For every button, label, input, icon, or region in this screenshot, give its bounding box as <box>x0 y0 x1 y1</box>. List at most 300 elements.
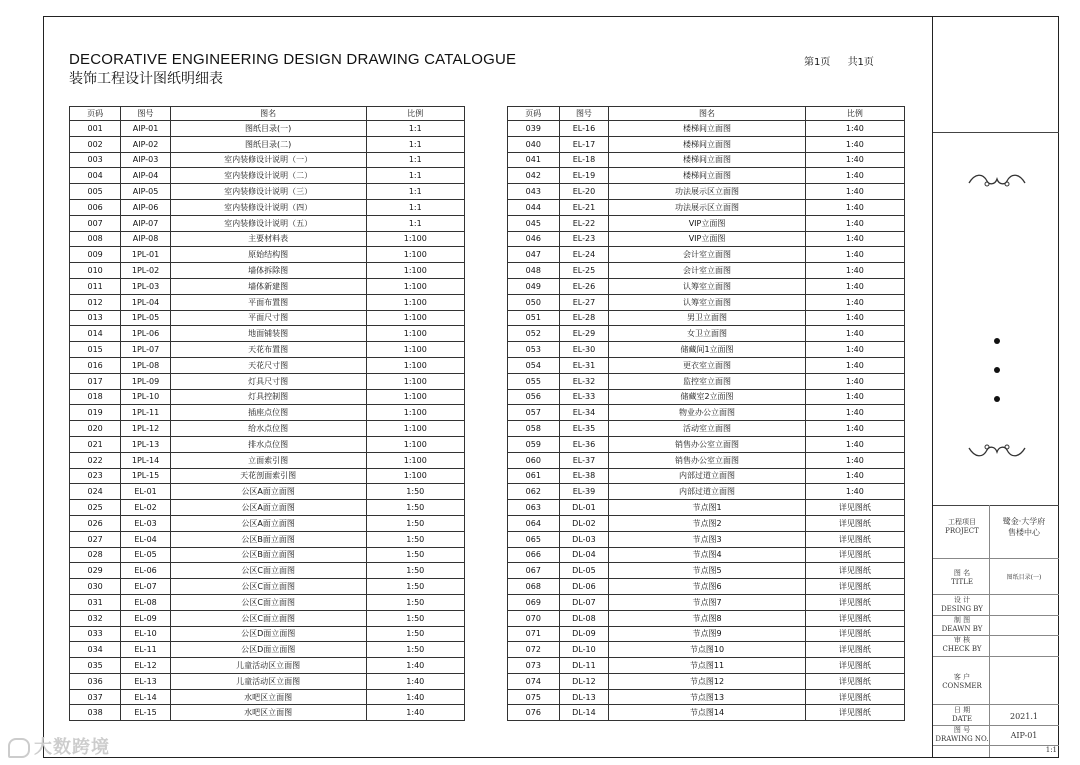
table-row <box>508 563 905 579</box>
cell-drawing-no: EL-02 <box>121 500 171 516</box>
cell-drawing-no: 1PL-07 <box>121 342 171 358</box>
cell-page: 043 <box>508 184 560 200</box>
cell-drawing-name: 男卫立面图 <box>609 310 805 326</box>
cell-drawing-no: 1PL-14 <box>121 452 171 468</box>
table-row <box>508 152 905 168</box>
cell-drawing-no: EL-35 <box>559 421 609 437</box>
cell-page: 071 <box>508 626 560 642</box>
cell-scale: 1:40 <box>805 436 904 452</box>
table-row <box>508 626 905 642</box>
cell-page: 056 <box>508 389 560 405</box>
cell-drawing-no: EL-10 <box>121 626 171 642</box>
cell-drawing-no: 1PL-10 <box>121 389 171 405</box>
col-header-page: 页码 <box>70 107 121 121</box>
cell-page: 019 <box>70 405 121 421</box>
watermark-text: 大数跨境 <box>34 737 110 758</box>
cell-page: 020 <box>70 421 121 437</box>
cell-page: 002 <box>70 136 121 152</box>
cell-scale: 详见图纸 <box>805 500 904 516</box>
cell-drawing-no: DL-12 <box>559 673 609 689</box>
cell-drawing-name: 地面铺装图 <box>170 326 366 342</box>
table-row <box>70 342 465 358</box>
cell-drawing-no: EL-24 <box>559 247 609 263</box>
cell-drawing-no: 1PL-09 <box>121 373 171 389</box>
cell-page: 035 <box>70 658 121 674</box>
dot-icon <box>994 367 1000 373</box>
table-row <box>70 294 465 310</box>
cell-drawing-no: 1PL-13 <box>121 436 171 452</box>
cell-page: 001 <box>70 121 121 137</box>
table-row <box>508 342 905 358</box>
cell-scale: 详见图纸 <box>805 579 904 595</box>
cell-page: 058 <box>508 421 560 437</box>
col-header-drawing-no: 图号 <box>121 107 171 121</box>
cell-drawing-no: 1PL-12 <box>121 421 171 437</box>
cell-scale: 1:40 <box>366 689 464 705</box>
table-row <box>70 278 465 294</box>
cell-scale: 1:40 <box>805 357 904 373</box>
check-by-label: 审 核 CHECK BY <box>942 636 982 653</box>
cell-drawing-no: EL-26 <box>559 278 609 294</box>
cell-scale: 详见图纸 <box>805 626 904 642</box>
table-row <box>508 468 905 484</box>
cell-scale: 详见图纸 <box>805 515 904 531</box>
cell-scale: 1:50 <box>366 500 464 516</box>
cell-drawing-name: 节点图2 <box>609 515 805 531</box>
cell-drawing-no: AIP-04 <box>121 168 171 184</box>
cell-scale: 1:1 <box>366 136 464 152</box>
cell-scale: 1:100 <box>366 357 464 373</box>
table-row <box>70 121 465 137</box>
cell-page: 010 <box>70 263 121 279</box>
cell-scale: 1:1 <box>366 215 464 231</box>
divider <box>989 505 990 757</box>
cell-drawing-no: EL-29 <box>559 326 609 342</box>
cell-scale: 1:1 <box>366 168 464 184</box>
cell-scale: 1:100 <box>366 468 464 484</box>
cell-page: 067 <box>508 563 560 579</box>
dot-icon <box>994 396 1000 402</box>
divider <box>933 656 1059 657</box>
table-row <box>70 184 465 200</box>
table-row <box>508 594 905 610</box>
cell-drawing-no: EL-16 <box>559 121 609 137</box>
cell-drawing-no: EL-19 <box>559 168 609 184</box>
cell-drawing-name: 节点图11 <box>609 658 805 674</box>
table-row <box>70 658 465 674</box>
cell-drawing-name: 销售办公室立面图 <box>609 436 805 452</box>
cell-drawing-no: EL-17 <box>559 136 609 152</box>
cell-page: 038 <box>70 705 121 721</box>
cell-drawing-name: 天花尺寸图 <box>170 357 366 373</box>
divider <box>933 704 1059 705</box>
cell-drawing-name: 公区C面立面图 <box>170 563 366 579</box>
cell-scale: 1:100 <box>366 247 464 263</box>
cell-drawing-no: EL-11 <box>121 642 171 658</box>
cell-page: 050 <box>508 294 560 310</box>
cell-page: 042 <box>508 168 560 184</box>
cell-drawing-name: 插座点位图 <box>170 405 366 421</box>
cell-drawing-name: 节点图9 <box>609 626 805 642</box>
cell-page: 074 <box>508 673 560 689</box>
cell-drawing-no: EL-14 <box>121 689 171 705</box>
catalogue-table-left <box>69 106 465 721</box>
cell-scale: 1:50 <box>366 594 464 610</box>
table-row <box>508 215 905 231</box>
cell-drawing-no: 1PL-11 <box>121 405 171 421</box>
cell-drawing-no: AIP-01 <box>121 121 171 137</box>
cell-drawing-no: 1PL-03 <box>121 278 171 294</box>
table-row <box>508 531 905 547</box>
cell-drawing-name: 女卫立面图 <box>609 326 805 342</box>
cell-page: 026 <box>70 515 121 531</box>
cell-scale: 详见图纸 <box>805 531 904 547</box>
table-row <box>508 515 905 531</box>
cell-drawing-name: 室内装修设计说明（四） <box>170 199 366 215</box>
table-row <box>508 310 905 326</box>
cell-page: 014 <box>70 326 121 342</box>
col-header-drawing-name: 图名 <box>170 107 366 121</box>
cell-drawing-name: 储藏室2立面图 <box>609 389 805 405</box>
table-row <box>70 263 465 279</box>
cell-drawing-no: DL-14 <box>559 705 609 721</box>
table-row <box>70 215 465 231</box>
cell-drawing-name: 节点图3 <box>609 531 805 547</box>
table-row <box>508 199 905 215</box>
cell-drawing-no: AIP-03 <box>121 152 171 168</box>
table-row <box>70 484 465 500</box>
cell-drawing-name: 公区C面立面图 <box>170 610 366 626</box>
cell-scale: 1:100 <box>366 405 464 421</box>
cell-drawing-no: EL-09 <box>121 610 171 626</box>
table-row <box>70 421 465 437</box>
cell-drawing-name: 内部过道立面图 <box>609 484 805 500</box>
cell-scale: 1:40 <box>805 468 904 484</box>
cell-drawing-name: 公区D面立面图 <box>170 642 366 658</box>
cell-drawing-name: 公区B面立面图 <box>170 531 366 547</box>
table-row <box>508 247 905 263</box>
cell-page: 006 <box>70 199 121 215</box>
cell-drawing-name: 室内装修设计说明（三） <box>170 184 366 200</box>
table-row <box>508 136 905 152</box>
table-row <box>70 452 465 468</box>
cell-page: 059 <box>508 436 560 452</box>
cell-drawing-name: 楼梯间立面图 <box>609 136 805 152</box>
cell-scale: 1:40 <box>805 389 904 405</box>
cell-page: 030 <box>70 579 121 595</box>
cell-page: 041 <box>508 152 560 168</box>
cell-drawing-name: 节点图1 <box>609 500 805 516</box>
table-row <box>70 436 465 452</box>
cell-drawing-name: 功法展示区立面图 <box>609 184 805 200</box>
cell-drawing-no: 1PL-06 <box>121 326 171 342</box>
cell-drawing-no: DL-06 <box>559 579 609 595</box>
table-row <box>70 547 465 563</box>
cell-drawing-no: EL-12 <box>121 658 171 674</box>
divider <box>933 558 1059 559</box>
cell-page: 061 <box>508 468 560 484</box>
cell-scale: 1:40 <box>805 136 904 152</box>
table-row <box>70 357 465 373</box>
table-body-left <box>70 121 465 721</box>
cell-drawing-name: 室内装修设计说明（二） <box>170 168 366 184</box>
cell-scale: 1:50 <box>366 484 464 500</box>
cell-drawing-no: AIP-07 <box>121 215 171 231</box>
cell-page: 023 <box>70 468 121 484</box>
table-row <box>508 357 905 373</box>
cell-scale: 1:100 <box>366 421 464 437</box>
cell-scale: 1:100 <box>366 373 464 389</box>
col-header-scale: 比例 <box>805 107 904 121</box>
cell-drawing-no: EL-32 <box>559 373 609 389</box>
cell-scale: 详见图纸 <box>805 610 904 626</box>
cell-drawing-name: 公区B面立面图 <box>170 547 366 563</box>
cell-page: 036 <box>70 673 121 689</box>
cell-drawing-name: 节点图5 <box>609 563 805 579</box>
cell-drawing-name: VIP立面图 <box>609 215 805 231</box>
cell-scale: 1:50 <box>366 563 464 579</box>
chat-bubble-icon <box>8 738 30 758</box>
cell-page: 073 <box>508 658 560 674</box>
cell-drawing-no: EL-37 <box>559 452 609 468</box>
table-row <box>508 484 905 500</box>
table-row <box>70 626 465 642</box>
cell-drawing-name: 平面尺寸图 <box>170 310 366 326</box>
cell-drawing-name: 室内装修设计说明（五） <box>170 215 366 231</box>
col-header-scale: 比例 <box>366 107 464 121</box>
cell-scale: 1:50 <box>366 515 464 531</box>
cell-scale: 详见图纸 <box>805 689 904 705</box>
cell-drawing-name: 室内装修设计说明（一） <box>170 152 366 168</box>
cell-page: 031 <box>70 594 121 610</box>
dot-icon <box>994 338 1000 344</box>
cell-scale: 详见图纸 <box>805 658 904 674</box>
table-row <box>508 231 905 247</box>
table-row <box>70 389 465 405</box>
cell-page: 046 <box>508 231 560 247</box>
cell-page: 063 <box>508 500 560 516</box>
cell-scale: 1:40 <box>805 152 904 168</box>
cell-page: 017 <box>70 373 121 389</box>
cell-scale: 详见图纸 <box>805 705 904 721</box>
cell-page: 024 <box>70 484 121 500</box>
project-label: 工程项目 PROJECT <box>945 518 979 535</box>
table-row <box>70 563 465 579</box>
table-row <box>508 705 905 721</box>
cell-drawing-name: 节点图4 <box>609 547 805 563</box>
cell-page: 051 <box>508 310 560 326</box>
cell-drawing-name: 给水点位图 <box>170 421 366 437</box>
cell-page: 015 <box>70 342 121 358</box>
cell-drawing-name: 立面索引图 <box>170 452 366 468</box>
cell-scale: 1:100 <box>366 452 464 468</box>
cell-drawing-name: 认筹室立面图 <box>609 294 805 310</box>
cell-drawing-no: AIP-08 <box>121 231 171 247</box>
cell-scale: 1:50 <box>366 626 464 642</box>
cell-drawing-name: 节点图12 <box>609 673 805 689</box>
cell-page: 021 <box>70 436 121 452</box>
table-row <box>70 642 465 658</box>
cell-page: 066 <box>508 547 560 563</box>
cell-drawing-name: 活动室立面图 <box>609 421 805 437</box>
cell-drawing-name: 节点图6 <box>609 579 805 595</box>
table-row <box>508 689 905 705</box>
cell-scale: 1:1 <box>366 121 464 137</box>
cell-drawing-name: 节点图10 <box>609 642 805 658</box>
drawn-by-label: 制 图 DEAWN BY <box>941 616 983 633</box>
cell-scale: 1:100 <box>366 310 464 326</box>
cell-drawing-name: 功法展示区立面图 <box>609 199 805 215</box>
table-row <box>70 136 465 152</box>
cell-drawing-no: EL-01 <box>121 484 171 500</box>
table-row <box>70 515 465 531</box>
cell-drawing-no: AIP-02 <box>121 136 171 152</box>
cell-drawing-no: EL-31 <box>559 357 609 373</box>
cell-page: 016 <box>70 357 121 373</box>
table-row <box>70 705 465 721</box>
cell-drawing-name: 水吧区立面图 <box>170 705 366 721</box>
cell-drawing-name: 灯具控制图 <box>170 389 366 405</box>
cell-drawing-name: 节点图14 <box>609 705 805 721</box>
page-current: 第1页 <box>804 57 831 68</box>
cell-drawing-name: 监控室立面图 <box>609 373 805 389</box>
cell-page: 049 <box>508 278 560 294</box>
cell-drawing-name: 会计室立面图 <box>609 263 805 279</box>
cell-page: 068 <box>508 579 560 595</box>
table-row <box>508 658 905 674</box>
cell-drawing-no: EL-34 <box>559 405 609 421</box>
cell-scale: 1:100 <box>366 231 464 247</box>
drawing-no-label: 图 号 DRAWING NO. <box>935 726 989 743</box>
cell-drawing-name: 楼梯间立面图 <box>609 121 805 137</box>
table-row <box>508 326 905 342</box>
cell-scale: 1:40 <box>805 421 904 437</box>
cell-scale: 1:40 <box>805 484 904 500</box>
table-row <box>70 689 465 705</box>
cell-page: 054 <box>508 357 560 373</box>
table-row <box>70 199 465 215</box>
cell-page: 062 <box>508 484 560 500</box>
cell-page: 039 <box>508 121 560 137</box>
table-row <box>70 168 465 184</box>
divider <box>933 594 1059 595</box>
cell-scale: 1:50 <box>366 579 464 595</box>
cell-drawing-no: AIP-05 <box>121 184 171 200</box>
cell-scale: 1:100 <box>366 326 464 342</box>
cell-page: 022 <box>70 452 121 468</box>
table-row <box>508 610 905 626</box>
cell-scale: 详见图纸 <box>805 594 904 610</box>
cell-drawing-name: 墙体新建图 <box>170 278 366 294</box>
cell-scale: 1:40 <box>805 121 904 137</box>
cell-page: 003 <box>70 152 121 168</box>
date-label: 日 期 DATE <box>951 706 973 723</box>
cell-scale: 1:40 <box>805 199 904 215</box>
cell-drawing-no: AIP-06 <box>121 199 171 215</box>
cell-page: 075 <box>508 689 560 705</box>
cell-drawing-name: 天花布置图 <box>170 342 366 358</box>
col-header-drawing-name: 图名 <box>609 107 805 121</box>
cell-drawing-no: EL-30 <box>559 342 609 358</box>
cell-page: 028 <box>70 547 121 563</box>
cell-drawing-no: EL-28 <box>559 310 609 326</box>
col-header-page: 页码 <box>508 107 560 121</box>
cell-page: 013 <box>70 310 121 326</box>
table-row <box>70 247 465 263</box>
cell-scale: 1:1 <box>366 152 464 168</box>
watermark <box>8 733 110 759</box>
cell-page: 040 <box>508 136 560 152</box>
cell-scale: 1:100 <box>366 389 464 405</box>
cell-scale: 1:40 <box>805 247 904 263</box>
cell-drawing-no: EL-25 <box>559 263 609 279</box>
cell-drawing-no: DL-09 <box>559 626 609 642</box>
cell-drawing-no: DL-10 <box>559 642 609 658</box>
cell-page: 053 <box>508 342 560 358</box>
title-value: 图纸目录(一) <box>1006 574 1042 581</box>
cell-page: 004 <box>70 168 121 184</box>
table-row <box>70 231 465 247</box>
table-body-right <box>508 121 905 721</box>
table-row <box>508 278 905 294</box>
table-row <box>508 579 905 595</box>
cell-page: 057 <box>508 405 560 421</box>
cell-page: 044 <box>508 199 560 215</box>
cell-drawing-name: 楼梯间立面图 <box>609 152 805 168</box>
table-row <box>508 184 905 200</box>
cell-page: 045 <box>508 215 560 231</box>
cell-scale: 1:40 <box>366 658 464 674</box>
cell-drawing-no: EL-33 <box>559 389 609 405</box>
cell-scale: 1:50 <box>366 531 464 547</box>
cell-page: 032 <box>70 610 121 626</box>
cell-drawing-no: DL-11 <box>559 658 609 674</box>
drawing-no-value: AIP-01 <box>1010 731 1038 740</box>
cell-scale: 1:40 <box>805 231 904 247</box>
cell-drawing-no: EL-07 <box>121 579 171 595</box>
table-row <box>508 500 905 516</box>
table-row <box>70 673 465 689</box>
cell-page: 027 <box>70 531 121 547</box>
cell-scale: 1:40 <box>805 294 904 310</box>
cell-drawing-no: 1PL-05 <box>121 310 171 326</box>
cell-scale: 1:40 <box>805 373 904 389</box>
table-row <box>70 594 465 610</box>
cell-drawing-name: 内部过道立面图 <box>609 468 805 484</box>
ornament-icon <box>965 171 1029 191</box>
cell-drawing-no: EL-39 <box>559 484 609 500</box>
cell-scale: 1:40 <box>366 673 464 689</box>
cell-drawing-no: EL-22 <box>559 215 609 231</box>
cell-drawing-no: EL-06 <box>121 563 171 579</box>
cell-drawing-no: DL-04 <box>559 547 609 563</box>
ornament-icon <box>965 440 1029 460</box>
catalogue-table-right <box>507 106 905 721</box>
page-total: 共1页 <box>847 57 874 68</box>
table-row <box>508 373 905 389</box>
cell-drawing-no: DL-03 <box>559 531 609 547</box>
table-row <box>70 610 465 626</box>
cell-scale: 1:40 <box>805 452 904 468</box>
table-row <box>70 326 465 342</box>
project-value: 鹭金·大学府售楼中心 <box>1002 517 1046 537</box>
cell-drawing-name: 节点图7 <box>609 594 805 610</box>
cell-drawing-name: 节点图8 <box>609 610 805 626</box>
cell-drawing-no: EL-23 <box>559 231 609 247</box>
cell-page: 076 <box>508 705 560 721</box>
cell-drawing-no: EL-20 <box>559 184 609 200</box>
table-header-row <box>70 107 465 121</box>
